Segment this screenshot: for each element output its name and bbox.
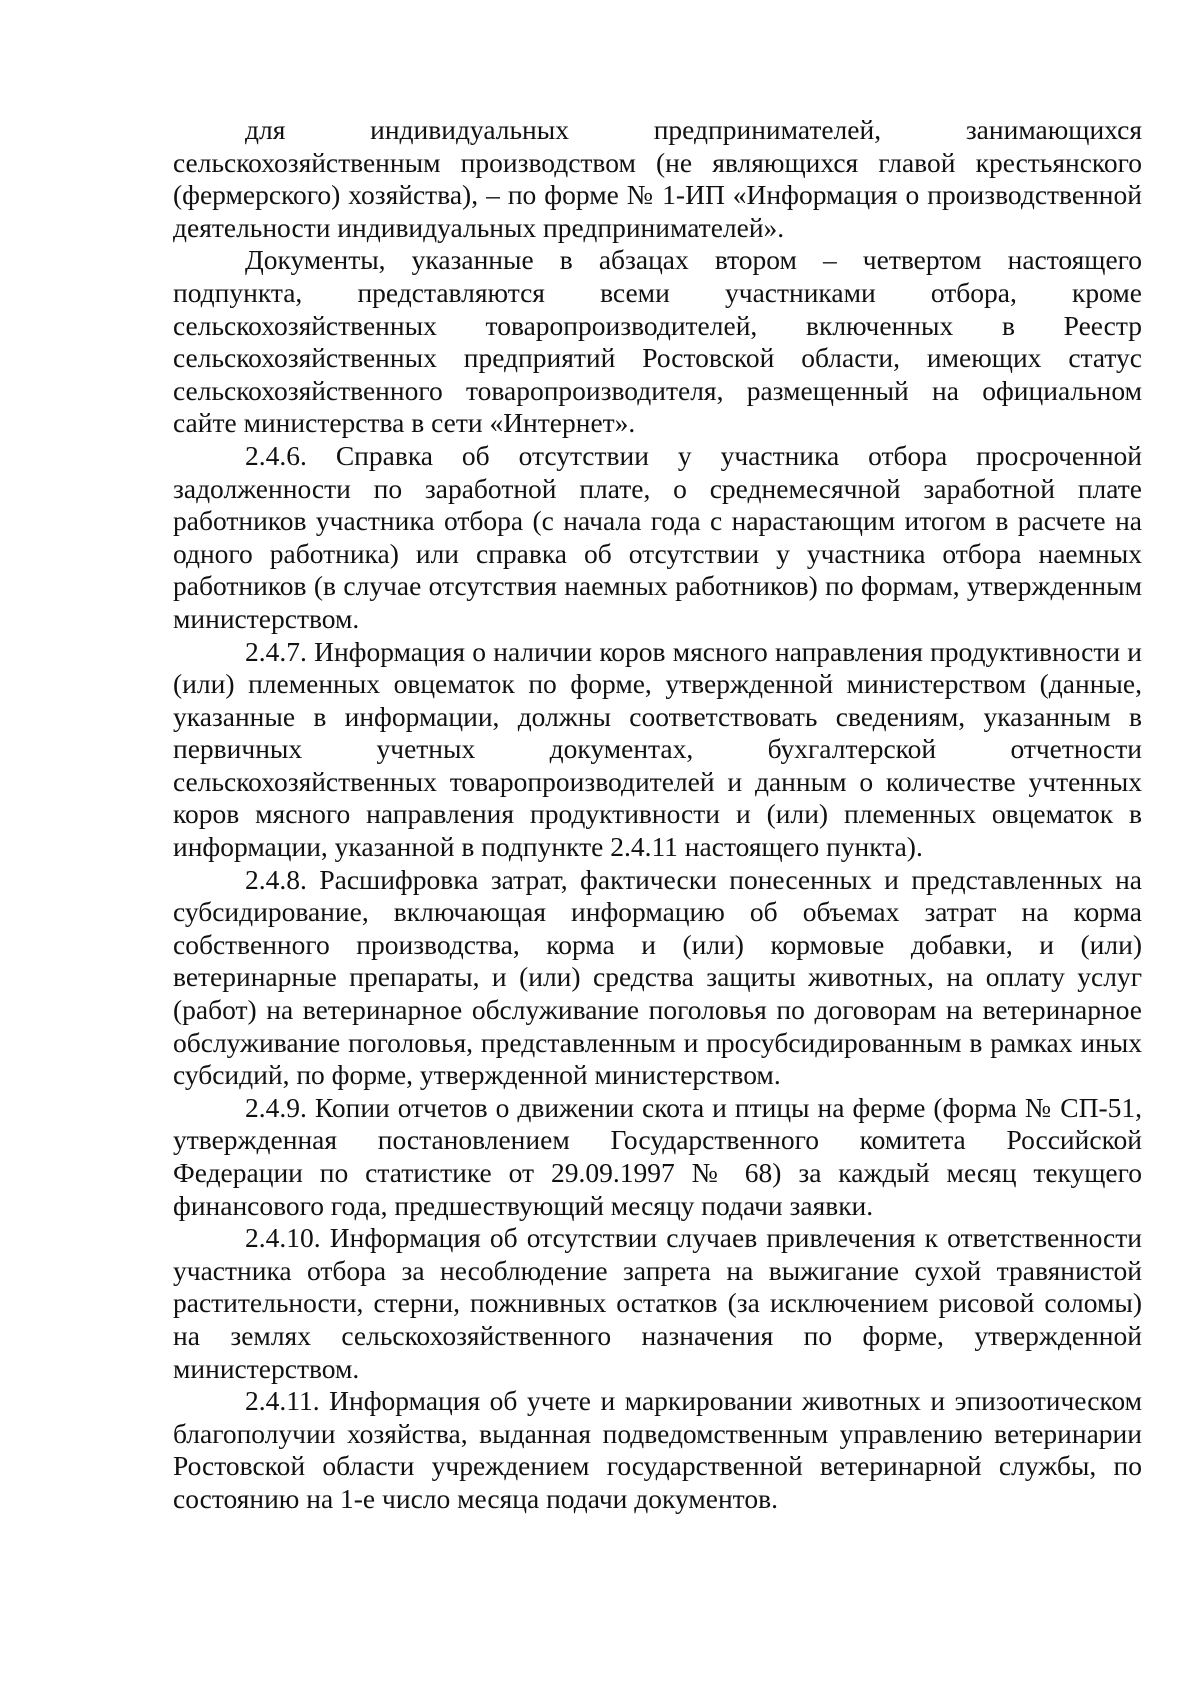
paragraph-2-4-11: 2.4.11. Информация об учете и маркировании животных и эпизоотическом благополучии хозяйства, выданная подведомственным управлению ветеринарии Ростовской области учреждением государственной ветеринарной службы, по состоянию на 1-е число месяца подачи документов.: [173, 1385, 1142, 1514]
paragraph-2-4-7: 2.4.7. Информация о наличии коров мясного направления продуктивности и (или) племенных овцематок по форме, утвержденной министерством (данные, указанные в информации, должны соответствовать сведениям, указанным в первичных учетных документах, бухгалтерской отчетности сельскохозяйственных товаропроизводителей и данным о количестве учтенных коров мясного направления продуктивности и (или) племенных овцематок в информации, указанной в подпункте 2.4.11 настоящего пункта).: [173, 635, 1142, 863]
paragraph-documents-note: Документы, указанные в абзацах втором – четвертом настоящего подпункта, представляются всеми участниками отбора, кроме сельскохозяйственных товаропроизводителей, включенных в Реестр сельскохозяйственных предприятий Ростовской области, имеющих статус сельскохозяйственного товаропроизводителя, размещенный на официальном сайте министерства в сети «Интернет».: [173, 244, 1142, 439]
document-page: [173, 114, 1142, 1516]
paragraph-2-4-8: 2.4.8. Расшифровка затрат, фактически понесенных и представленных на субсидирование, включающая информацию об объемах затрат на корма собственного производства, корма и (или) кормовые добавки, и (или) ветеринарные препараты, и (или) средства защиты животных, на оплату услуг (работ) на ветеринарное обслуживание поголовья по договорам на ветеринарное обслуживание поголовья, представленным и просубсидированным в рамках иных субсидий, по форме, утвержденной министерством.: [173, 863, 1142, 1091]
paragraph-2-4-10: 2.4.10. Информация об отсутствии случаев привлечения к ответственности участника отбора за несоблюдение запрета на выжигание сухой травянистой растительности, стерни, пожнивных остатков (за исключением рисовой соломы) на землях сельскохозяйственного назначения по форме, утвержденной министерством.: [173, 1222, 1142, 1384]
paragraph-continuation-ip-form: для индивидуальных предпринимателей, занимающихся сельскохозяйственным производством (не являющихся главой крестьянского (фермерского) хозяйства), – по форме № 1-ИП «Информация о производственной деятельности индивидуальных предпринимателей».: [173, 114, 1142, 243]
paragraph-2-4-9: 2.4.9. Копии отчетов о движении скота и птицы на ферме (форма № СП-51, утвержденная постановлением Государственного комитета Российской Федерации по статистике от 29.09.1997 № 68) за каждый месяц текущего финансового года, предшествующий месяцу подачи заявки.: [173, 1091, 1142, 1221]
paragraph-2-4-6: 2.4.6. Справка об отсутствии у участника отбора просроченной задолженности по заработной плате, о среднемесячной заработной плате работников участника отбора (с начала года с нарастающим итогом в расчете на одного работника) или справка об отсутствии у участника отбора наемных работников (в случае отсутствия наемных работников) по формам, утвержденным министерством.: [173, 439, 1142, 634]
